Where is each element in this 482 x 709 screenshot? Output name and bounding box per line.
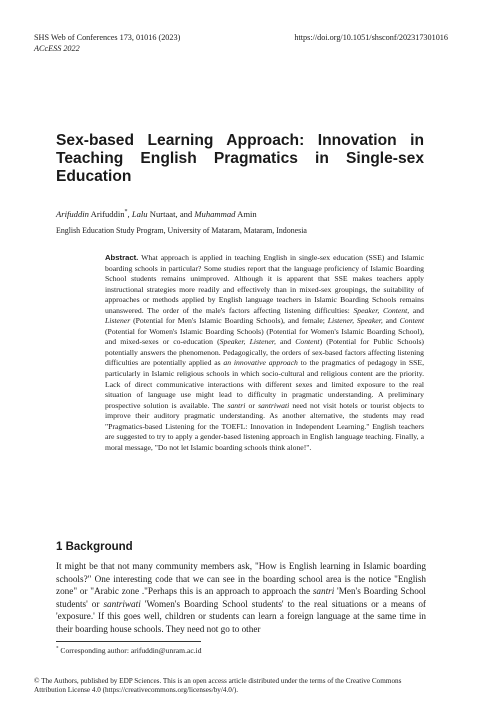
footnote <box>56 646 202 655</box>
body-emphasis: santriwati <box>103 598 141 609</box>
title-line: Teaching English Pragmatics in Single-sex <box>56 150 424 167</box>
abstract-label: Abstract. <box>105 253 139 262</box>
title-line: Sex-based Learning Approach: Innovation in <box>56 132 424 149</box>
abstract-emphasis: an innovative approach <box>223 358 298 368</box>
abstract-emphasis: santriwati <box>258 400 290 410</box>
paper-title <box>56 132 424 186</box>
license-line: © The Authors, published by EDP Sciences. This is an open access article distributed under the terms of the Creative Commons <box>34 677 402 685</box>
title-line: Education <box>56 168 132 185</box>
corresponding-mark: * <box>124 209 128 216</box>
author-list <box>56 209 257 219</box>
author-first-name: Lalu <box>131 209 148 219</box>
abstract-text: (Potential for Women's Islamic Boarding Schools) (Potential for Women's Islamic Boarding School), and mixed-sexes or co-education ( <box>105 326 424 347</box>
affiliation: English Education Study Program, University of Mataram, Mataram, Indonesia <box>56 226 307 235</box>
footnote-rule <box>56 641 201 642</box>
body-paragraph <box>56 560 426 636</box>
abstract-text: (Potential for Men's Islamic Boarding Schools), and female; <box>130 316 328 326</box>
section-heading: 1 Background <box>56 541 133 553</box>
conference-name: ACcESS 2022 <box>34 44 80 53</box>
abstract-text: ) (Potential for Public Schools) potentially answers the phenomenon. Pedagogically, the orders of sex-based factors affecting listening difficulties are potentially applied as <box>105 337 424 368</box>
author-last-name: Arifuddin <box>88 209 125 219</box>
author-separator: , <box>127 209 132 219</box>
abstract-emphasis: Content <box>399 316 424 326</box>
abstract-text: What approach is applied in teaching English in single-sex education (SSE) and Islamic boarding schools in particular? Some studies report that the language proficiency of Islamic Boarding School students remains unimproved. Although it is apparent that SSE makes teachers apply instructional strategies more readily and effectively than in mixed-sex groupings, the suitability of approaches or methods applied by English language teachers in Islamic Boarding Schools remains unanswered. The order of the male's factors affecting listening difficulties: <box>105 253 424 315</box>
abstract-emphasis: Speaker, Listener, <box>219 337 276 347</box>
abstract-emphasis: Listener, Speaker, <box>327 316 383 326</box>
abstract-text: and <box>382 316 400 326</box>
author-separator: , and <box>175 209 195 219</box>
author-first-name: Arifuddin <box>56 209 89 219</box>
abstract-text: , and <box>407 305 424 315</box>
body-text: 'Men's Boarding School students' or <box>56 586 426 609</box>
abstract-text: and <box>275 337 296 347</box>
doi-link[interactable]: https://doi.org/10.1051/shsconf/202317301016 <box>294 33 448 42</box>
footnote-text: Corresponding author: arifuddin@unram.ac.id <box>58 646 202 655</box>
footnote-mark: * <box>56 646 59 652</box>
body-text: 'Women's Boarding School students' to the real situations or a means of 'exposure.' If this goes well, children or students can learn a foreign language at the same time in their boarding house schools. They need not go to other <box>56 598 426 634</box>
abstract-emphasis: Speaker, Content <box>353 305 408 315</box>
journal-citation: SHS Web of Conferences 173, 01016 (2023) <box>34 33 181 42</box>
abstract-emphasis: Content <box>295 337 320 347</box>
abstract <box>105 253 424 453</box>
author-first-name: Muhammad <box>194 209 236 219</box>
license-line: Attribution License 4.0 (https://creativecommons.org/licenses/by/4.0/). <box>34 686 239 695</box>
author-last-name: Amin <box>235 209 257 219</box>
body-text: It might be that not many community members ask, "How is English learning in Islamic boarding schools?" One interesting code that we can see in the boarding school area is the notice "English zone" or "Arabic zone ."Perhaps this is an approach to approach the <box>56 561 426 597</box>
author-last-name: Nurtaat <box>147 209 176 219</box>
abstract-text: need not visit hotels or tourist objects to improve their auditory pragmatic understanding. As another alternative, the students may read "Pragmatics-based Listening for the TOEFL: Innovation in Independent Learning." English teachers are suggested to try to apply a gender-based listening approach in English language teaching. Finally, a moral message, "Do not let Islamic boarding schools think alone!". <box>105 400 424 452</box>
body-emphasis: santri <box>312 586 335 597</box>
abstract-emphasis: Listener <box>105 316 131 326</box>
abstract-emphasis: santri <box>227 400 246 410</box>
abstract-text: to the pragmatics of pedagogy in SSE, particularly in Islamic religious schools in which socio-cultural and religious content are the priority. Lack of direct communicative interactions with different sexes and limited exposure to the real situation of language use might lead to difficulty in pragmatic understanding. A preliminary prospective solution is available. The <box>105 358 424 410</box>
abstract-text: or <box>245 400 259 410</box>
license-footer <box>34 677 454 695</box>
